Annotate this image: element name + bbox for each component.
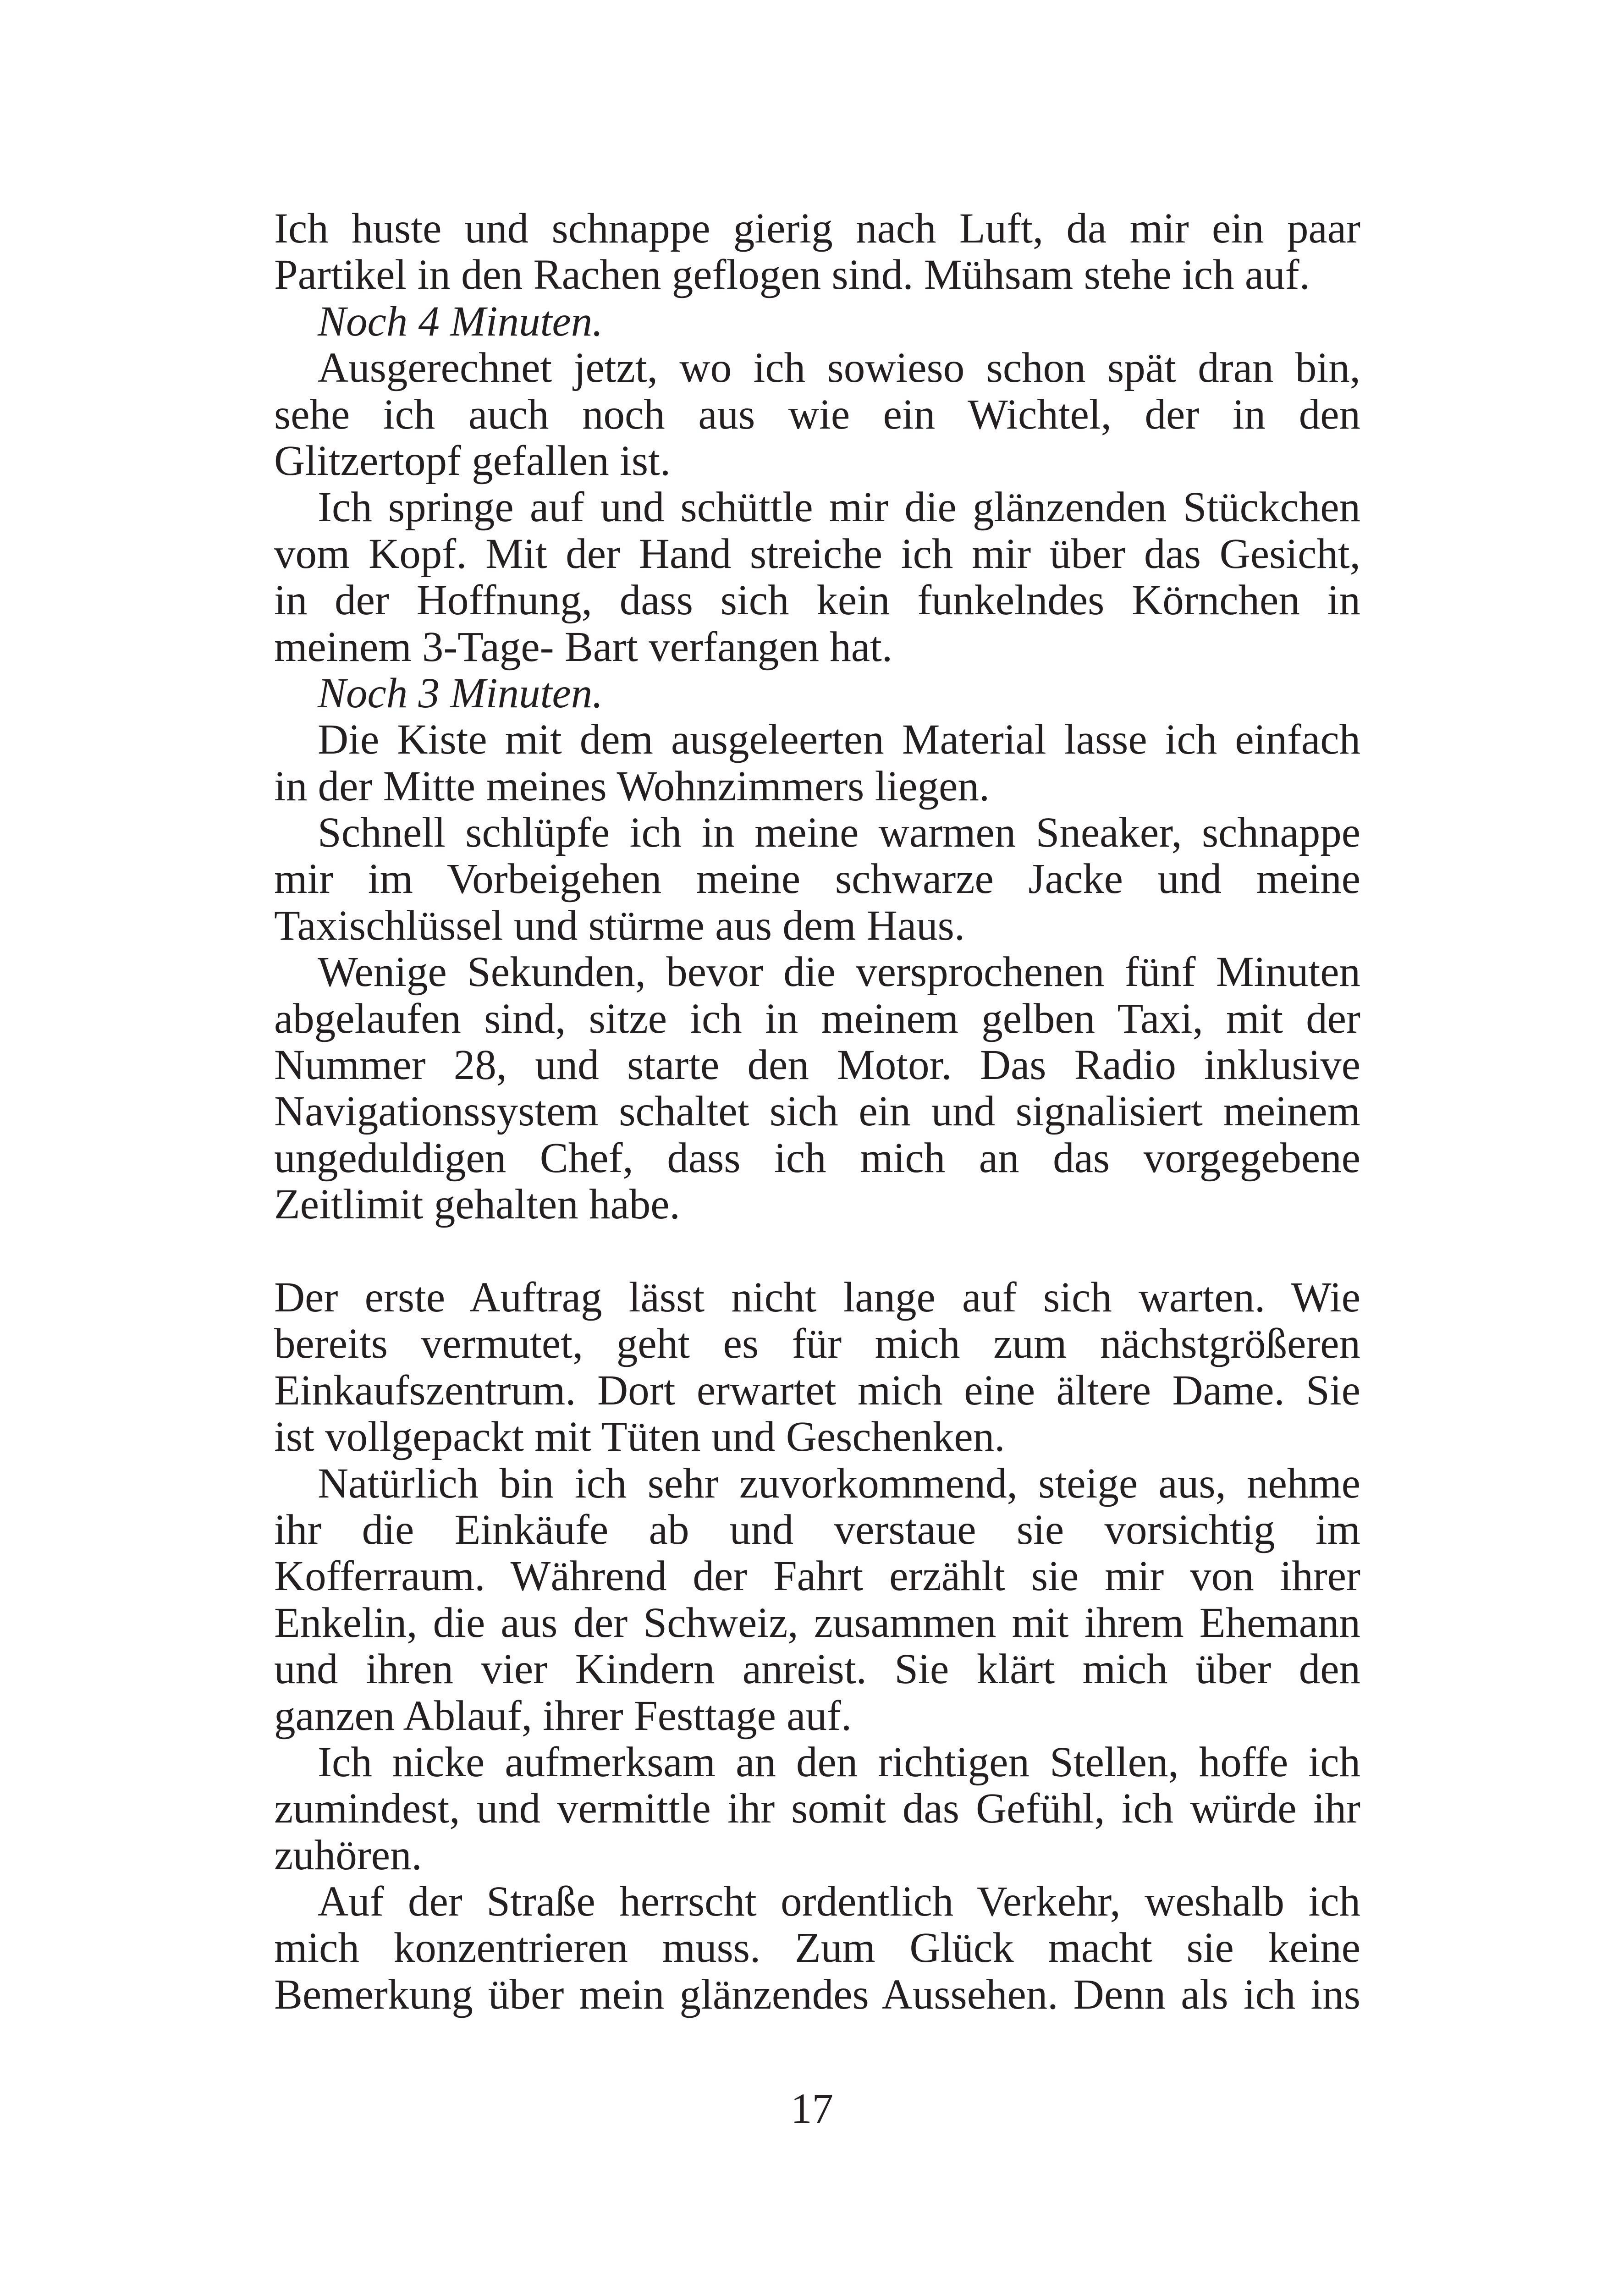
text-line: mir im Vorbeigehen meine schwarze Jacke und meine — [274, 855, 1360, 903]
text-line: Einkaufszentrum. Dort erwartet mich eine ältere Dame. Sie — [274, 1366, 1360, 1414]
text-line: Wenige Sekunden, bevor die versprochenen fünf Minuten — [318, 948, 1360, 996]
text-line: meinem 3-Tage- Bart verfangen hat. — [274, 623, 893, 671]
text-line: ungeduldigen Chef, dass ich mich an das vorgegebene — [274, 1134, 1360, 1182]
text-line: Kofferraum. Während der Fahrt erzählt sie mir von ihrer — [274, 1553, 1360, 1600]
text-line: zumindest, und vermittle ihr somit das Gefühl, ich würde ihr — [274, 1785, 1360, 1833]
text-line: Zeitlimit gehalten habe. — [274, 1181, 680, 1228]
text-line: Ich nicke aufmerksam an den richtigen Stellen, hoffe ich — [318, 1738, 1360, 1786]
time-remaining-line: Noch 4 Minuten. — [318, 297, 603, 345]
text-line: Nummer 28, und starte den Motor. Das Radio inklusive — [274, 1041, 1360, 1089]
text-line: sehe ich auch noch aus wie ein Wichtel, der in den — [274, 391, 1360, 438]
text-line: in der Hoffnung, dass sich kein funkelndes Körnchen in — [274, 577, 1360, 624]
text-line: Natürlich bin ich sehr zuvorkommend, steige aus, nehme — [318, 1459, 1360, 1507]
text-line: Enkelin, die aus der Schweiz, zusammen mit ihrem Ehemann — [274, 1599, 1360, 1646]
time-remaining-line: Noch 3 Minuten. — [318, 669, 603, 717]
text-line: ganzen Ablauf, ihrer Festtage auf. — [274, 1692, 852, 1740]
paragraph-break — [274, 1228, 1360, 1274]
text-line: bereits vermutet, geht es für mich zum nächstgrößeren — [274, 1320, 1360, 1368]
text-line: Ausgerechnet jetzt, wo ich sowieso schon spät dran bin, — [318, 344, 1360, 392]
text-line: Die Kiste mit dem ausgeleerten Material lasse ich einfach — [318, 716, 1360, 764]
text-line: abgelaufen sind, sitze ich in meinem gelben Taxi, mit der — [274, 995, 1360, 1042]
text-line: Schnell schlüpfe ich in meine warmen Sneaker, schnappe — [318, 809, 1360, 857]
text-line: Navigationssystem schaltet sich ein und signalisiert meinem — [274, 1088, 1360, 1135]
body-text — [274, 205, 1360, 2018]
text-line: ist vollgepackt mit Tüten und Geschenken. — [274, 1413, 1005, 1461]
text-line: Ich huste und schnappe gierig nach Luft, da mir ein paar — [274, 205, 1360, 252]
text-line: Taxischlüssel und stürme aus dem Haus. — [274, 902, 965, 949]
text-line: und ihren vier Kindern anreist. Sie klärt mich über den — [274, 1646, 1360, 1693]
page-number: 17 — [791, 2085, 833, 2132]
text-line: in der Mitte meines Wohnzimmers liegen. — [274, 762, 990, 810]
text-line: ihr die Einkäufe ab und verstaue sie vorsichtig im — [274, 1506, 1360, 1553]
text-line: Partikel in den Rachen geflogen sind. Mühsam stehe ich auf. — [274, 251, 1310, 299]
text-line: Glitzertopf gefallen ist. — [274, 437, 671, 485]
text-line: Ich springe auf und schüttle mir die glänzenden Stückchen — [318, 484, 1360, 531]
text-line: Bemerkung über mein glänzendes Aussehen. Denn als ich ins — [274, 1971, 1360, 2018]
text-line: mich konzentrieren muss. Zum Glück macht sie keine — [274, 1924, 1360, 1972]
text-line: Auf der Straße herrscht ordentlich Verkehr, weshalb ich — [318, 1878, 1360, 1926]
text-line: zuhören. — [274, 1831, 422, 1879]
text-line: vom Kopf. Mit der Hand streiche ich mir über das Gesicht, — [274, 530, 1360, 578]
text-line: Der erste Auftrag lässt nicht lange auf sich warten. Wie — [274, 1273, 1360, 1321]
